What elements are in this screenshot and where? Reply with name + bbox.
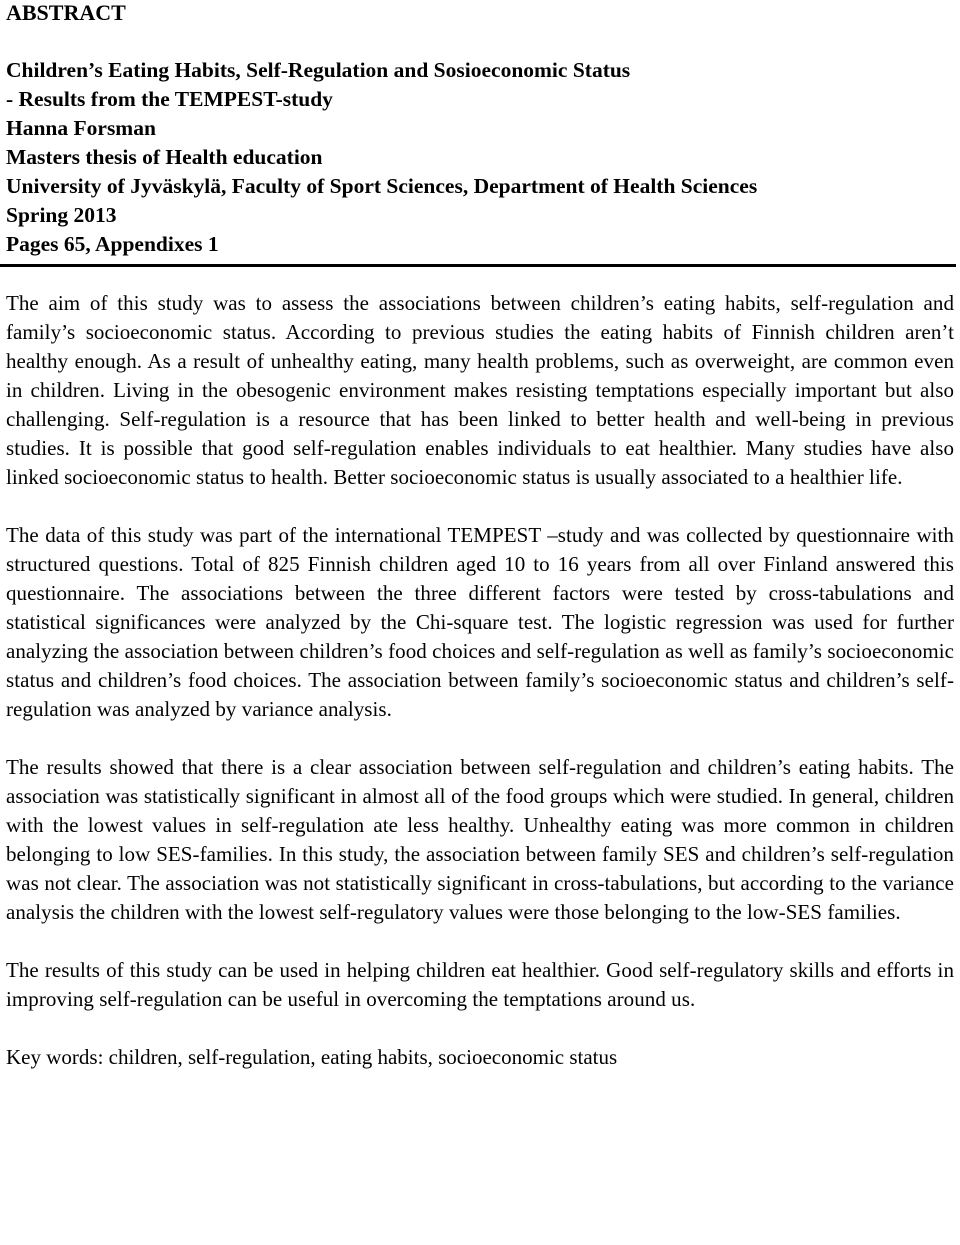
thesis-title-line-2: - Results from the TEMPEST-study <box>6 87 333 111</box>
abstract-body <box>6 289 954 1072</box>
paragraph-aim: The aim of this study was to assess the associations between children’s eating habits, self-regulation and family’s socioeconomic status. According to previous studies the eating habits of Finnish children aren’t healthy enough. As a result of unhealthy eating, many health problems, such as overweight, are common even in children. Living in the obesogenic environment makes resisting temptations especially important but also challenging. Self-regulation is a resource that has been linked to better health and well-being in previous studies. It is possible that good self-regulation enables individuals to eat healthier. Many studies have also linked socioeconomic status to health. Better socioeconomic status is usually associated to a healthier life. <box>6 291 954 489</box>
thesis-meta <box>6 56 954 259</box>
paragraph-methods: The data of this study was part of the international TEMPEST –study and was collected by questionnaire with structured questions. Total of 825 Finnish children aged 10 to 16 years from all over Finland answered this questionnaire. The associations between the three different factors were tested by cross-tabulations and statistical significances were analyzed by the Chi-square test. The logistic regression was used for further analyzing the association between children’s food choices and self-regulation as well as family’s socioeconomic status and children’s food choices. The association between family’s socioeconomic status and children’s self-regulation was analyzed by variance analysis. <box>6 523 954 721</box>
section-title: ABSTRACT <box>6 0 126 25</box>
thesis-title-line-1: Children’s Eating Habits, Self-Regulation and Sosioeconomic Status <box>6 58 631 82</box>
separator-rule <box>0 264 956 267</box>
page-count: Pages 65, Appendixes 1 <box>6 232 219 256</box>
paragraph-results: The results showed that there is a clear association between self-regulation and children’s eating habits. The association was statistically significant in almost all of the food groups which were studied. In general, children with the lowest values in self-regulation ate less healthy. Unhealthy eating was more common in children belonging to low SES-families. In this study, the association between family SES and children’s self-regulation was not clear. The association was not statistically significant in cross-tabulations, but according to the variance analysis the children with the lowest self-regulatory values were those belonging to the low-SES families. <box>6 755 954 924</box>
keywords: Key words: children, self-regulation, eating habits, socioeconomic status <box>6 1045 618 1069</box>
author-name: Hanna Forsman <box>6 116 156 140</box>
institution: University of Jyväskylä, Faculty of Sport Sciences, Department of Health Sciences <box>6 174 758 198</box>
degree: Masters thesis of Health education <box>6 145 323 169</box>
term: Spring 2013 <box>6 203 117 227</box>
paragraph-conclusion: The results of this study can be used in helping children eat healthier. Good self-regulatory skills and efforts in improving self-regulation can be useful in overcoming the temptations around us. <box>6 958 954 1011</box>
